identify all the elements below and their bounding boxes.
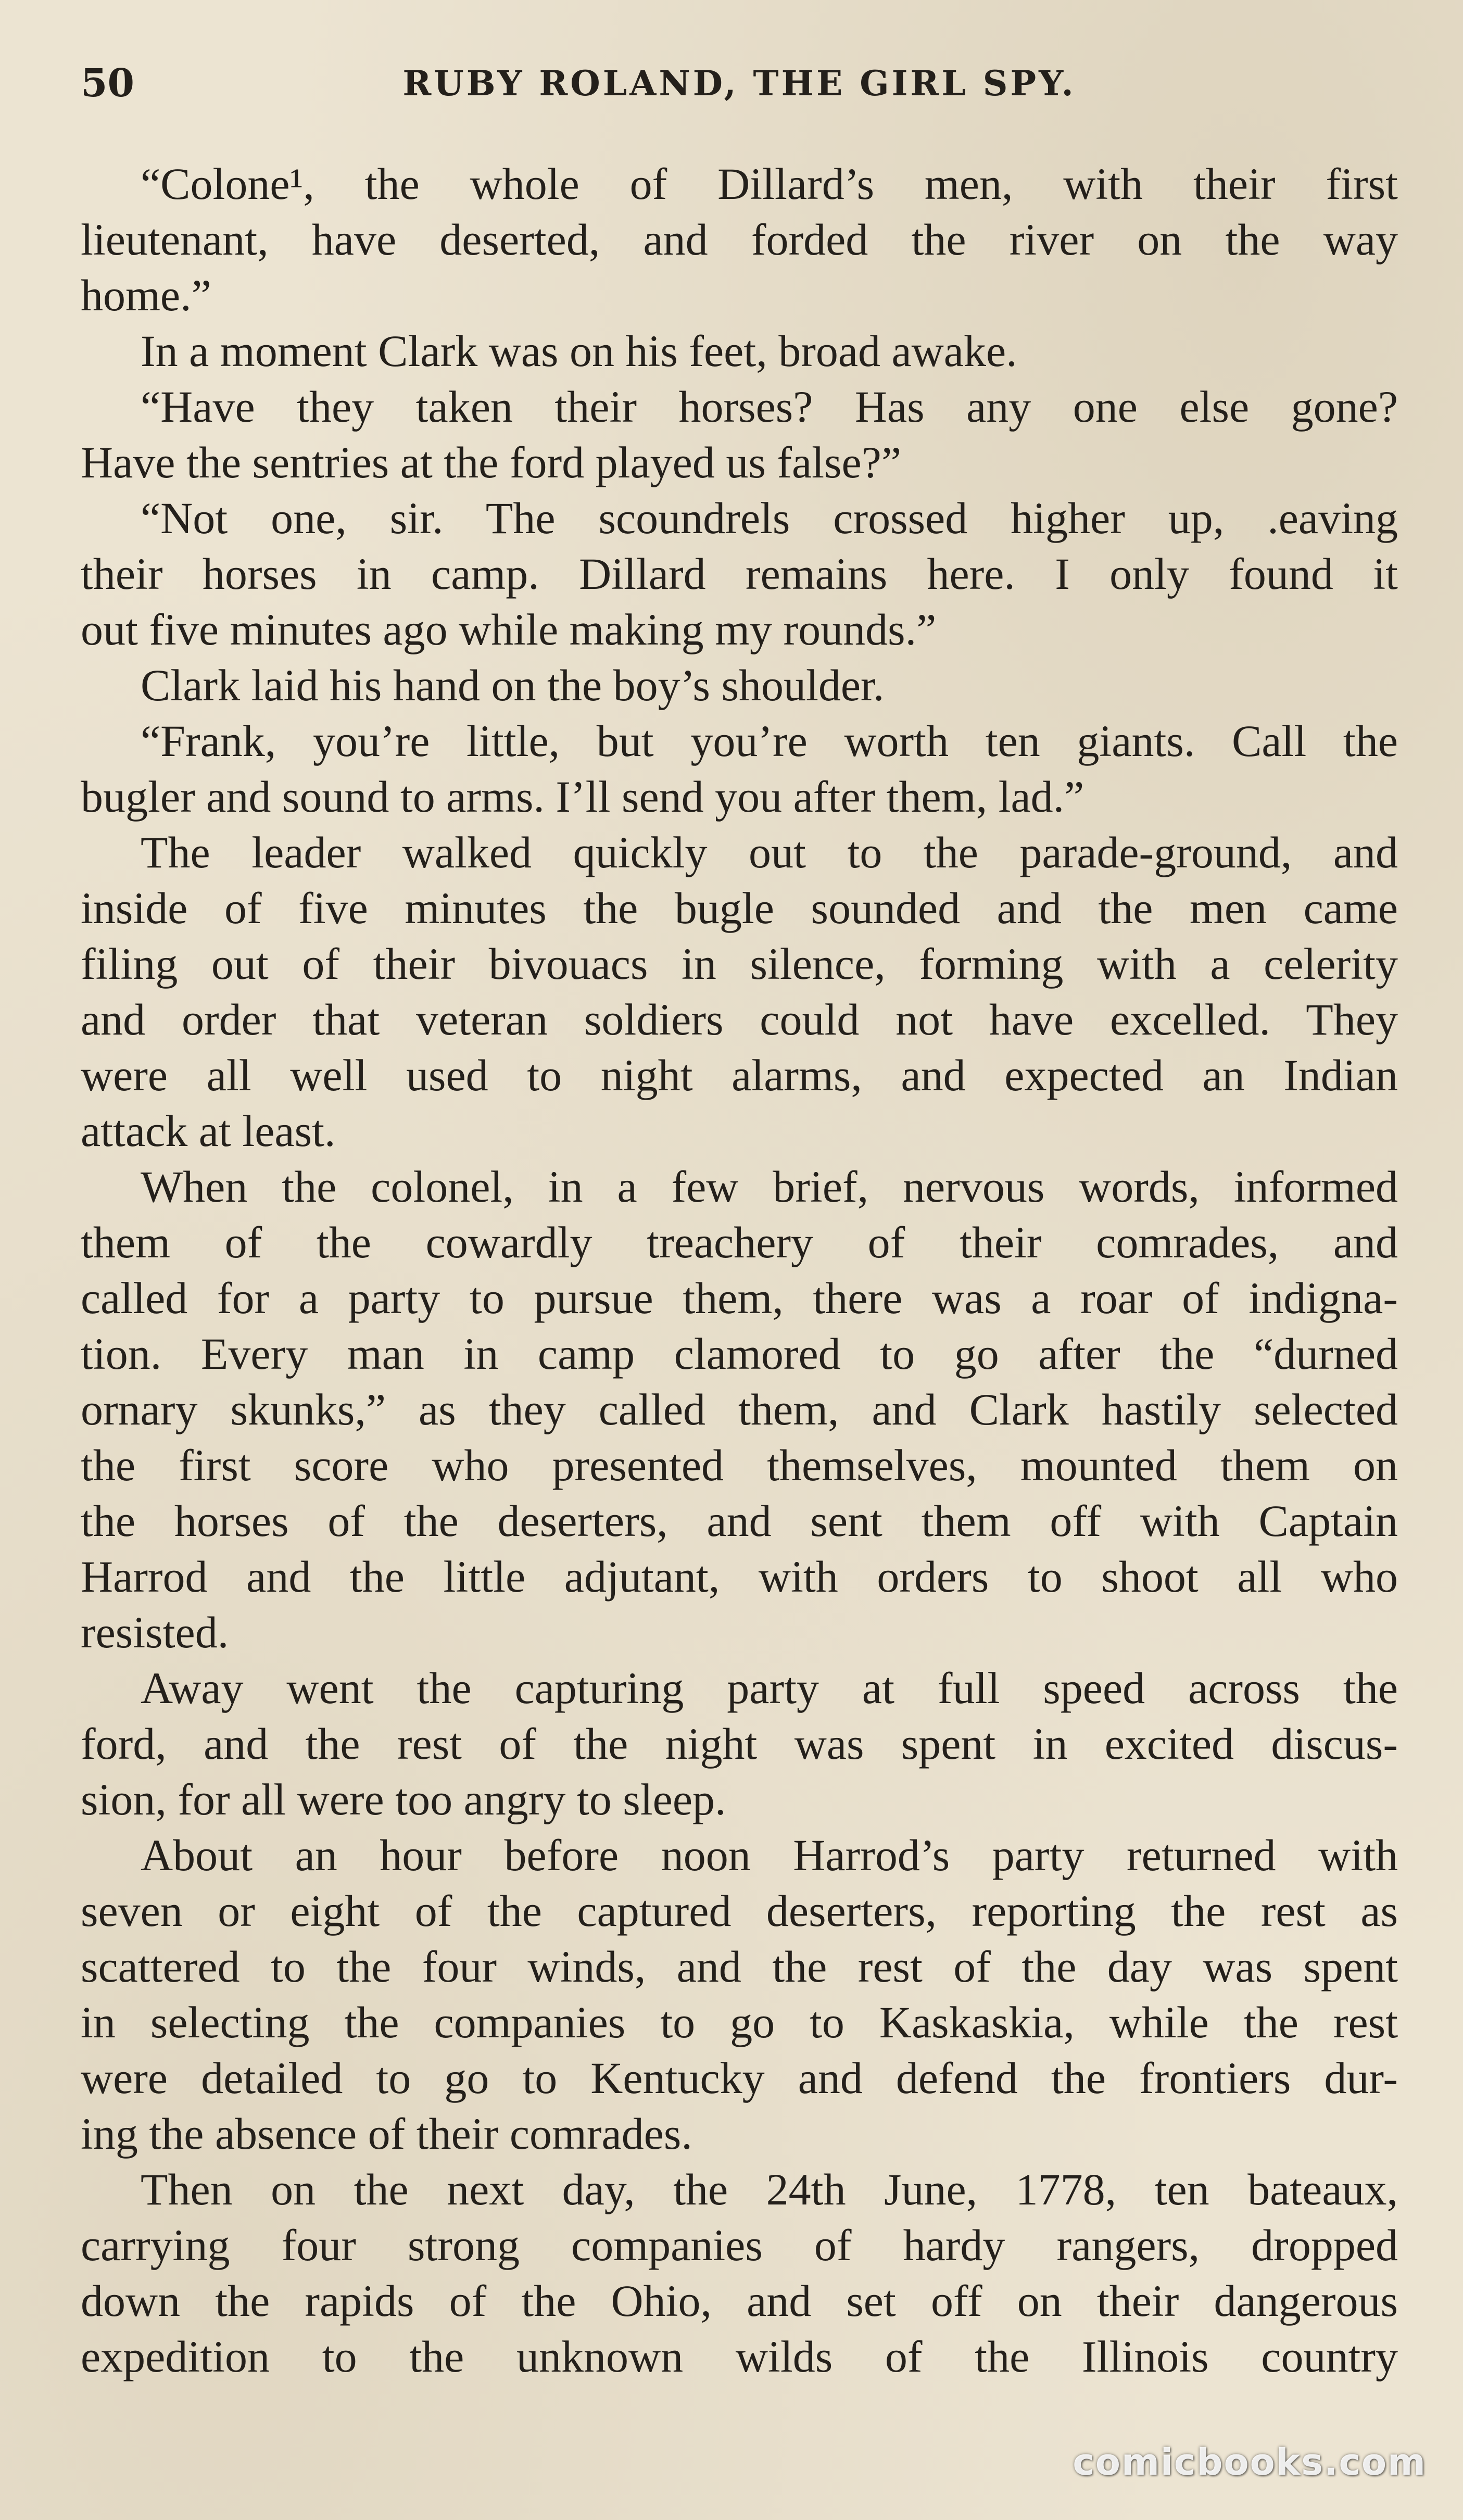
text-line: In a moment Clark was on his feet, broad awake. (141, 326, 1017, 376)
text-line: called for a party to pursue them, there was a roar of indigna- (81, 1273, 1398, 1323)
text-line: About an hour before noon Harrod’s party returned with (141, 1830, 1398, 1880)
text-line: expedition to the unknown wilds of the Illinois country (81, 2332, 1398, 2382)
text-line: ornary skunks,” as they called them, and Clark hastily selected (81, 1384, 1398, 1434)
text-line: “Have they taken their horses? Has any one else gone? (141, 382, 1398, 432)
text-line: filing out of their bivouacs in silence, forming with a celerity (81, 939, 1398, 989)
text-line: ing the absence of their comrades. (81, 2109, 692, 2159)
text-line: and order that veteran soldiers could not have excelled. They (81, 994, 1398, 1044)
text-line: sion, for all were too angry to sleep. (81, 1774, 726, 1824)
text-line: down the rapids of the Ohio, and set off on their dangerous (81, 2276, 1398, 2326)
text-line: “Not one, sir. The scoundrels crossed higher up, .eaving (141, 493, 1398, 543)
text-line: “Colone¹, the whole of Dillard’s men, with their first (141, 159, 1398, 209)
text-line: “Frank, you’re little, but you’re worth ten giants. Call the (141, 716, 1398, 766)
text-line: Then on the next day, the 24th June, 1778, ten bateaux, (141, 2164, 1398, 2214)
text-line: Harrod and the little adjutant, with orders to shoot all who (81, 1552, 1398, 1602)
body-text (81, 156, 1398, 2385)
text-line: attack at least. (81, 1106, 336, 1156)
text-line: inside of five minutes the bugle sounded and the men came (81, 883, 1398, 933)
running-head: RUBY ROLAND, THE GIRL SPY. (402, 63, 1076, 104)
text-line: scattered to the four winds, and the rest of the day was spent (81, 1942, 1398, 1992)
text-line: The leader walked quickly out to the parade-ground, and (141, 827, 1398, 877)
text-line: the first score who presented themselves, mounted them on (81, 1440, 1398, 1490)
text-line: When the colonel, in a few brief, nervous words, informed (141, 1162, 1398, 1212)
text-line: tion. Every man in camp clamored to go after the “durned (81, 1329, 1398, 1379)
text-line: home.” (81, 270, 211, 320)
text-line: resisted. (81, 1607, 229, 1657)
text-line: were detailed to go to Kentucky and defend the frontiers dur- (81, 2053, 1398, 2103)
text-line: carrying four strong companies of hardy rangers, dropped (81, 2220, 1398, 2270)
page-number: 50 (81, 61, 134, 106)
text-line: their horses in camp. Dillard remains here. I only found it (81, 549, 1398, 599)
text-line: bugler and sound to arms. I’ll send you after them, lad.” (81, 772, 1084, 822)
text-line: lieutenant, have deserted, and forded the river on the way (81, 215, 1398, 264)
text-line: were all well used to night alarms, and expected an Indian (81, 1050, 1398, 1100)
text-line: out five minutes ago while making my rounds.” (81, 604, 937, 654)
text-line: the horses of the deserters, and sent them off with Captain (81, 1496, 1398, 1546)
text-line: Have the sentries at the ford played us false?” (81, 437, 902, 487)
page-header (81, 52, 1398, 115)
watermark: comicbooks.com (1073, 2441, 1427, 2484)
text-line: Clark laid his hand on the boy’s shoulder. (141, 660, 885, 710)
text-line: Away went the capturing party at full speed across the (141, 1663, 1398, 1713)
text-line: ford, and the rest of the night was spent in excited discus- (81, 1719, 1398, 1769)
text-line: in selecting the companies to go to Kaskaskia, while the rest (81, 1997, 1398, 2047)
text-line: them of the cowardly treachery of their comrades, and (81, 1217, 1398, 1267)
text-line: seven or eight of the captured deserters, reporting the rest as (81, 1886, 1398, 1936)
